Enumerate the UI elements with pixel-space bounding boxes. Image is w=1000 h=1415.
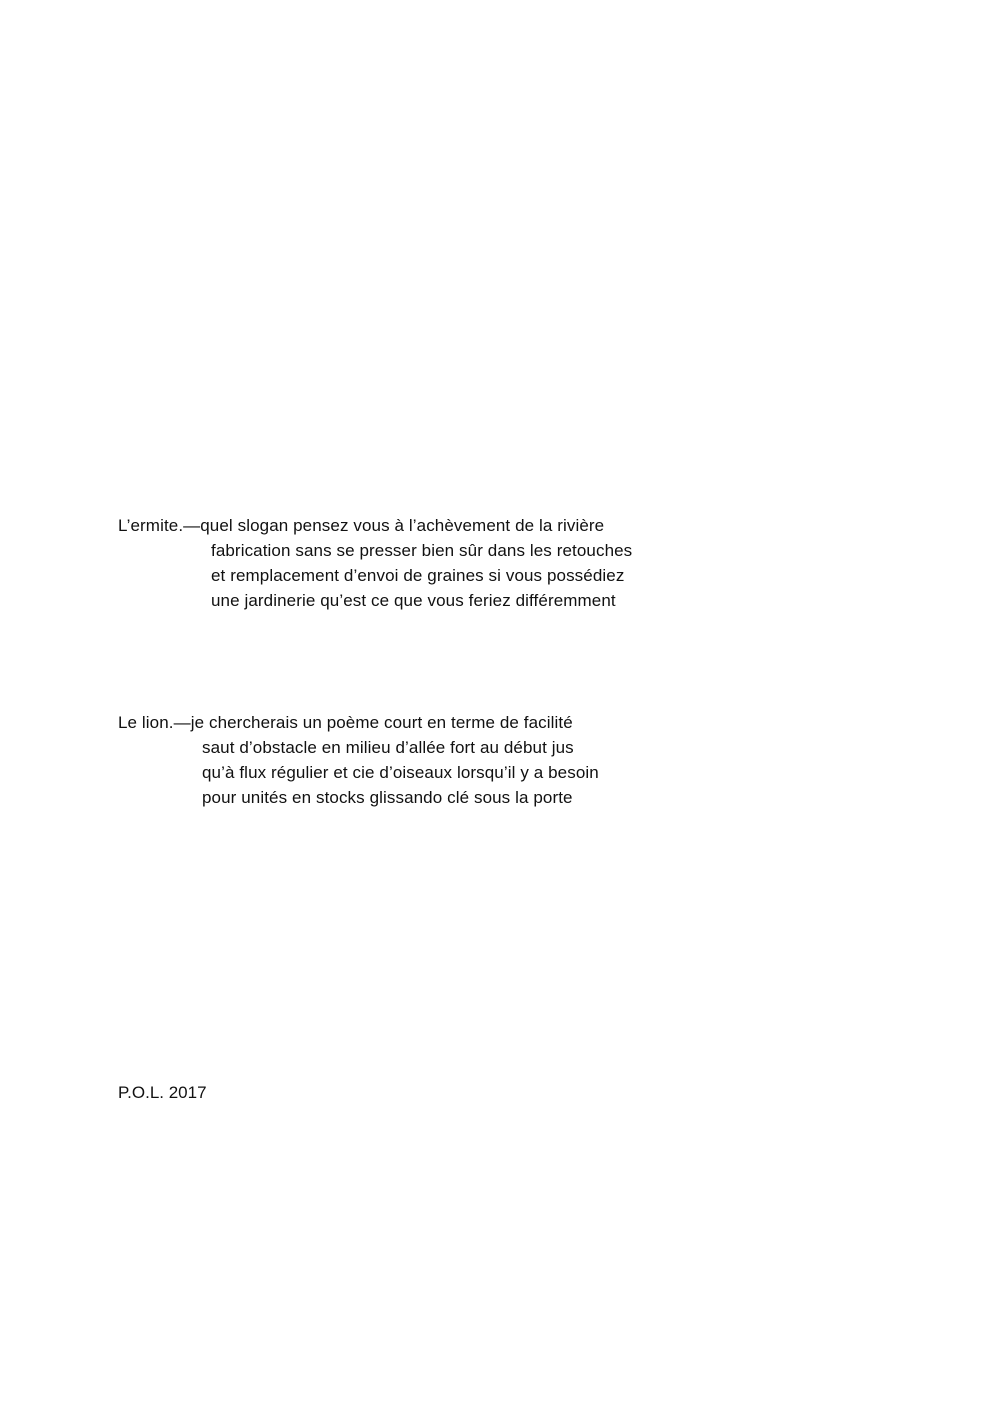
stanza-line: saut d’obstacle en milieu d’allée fort au début jus bbox=[202, 738, 574, 757]
stanza-line: fabrication sans se presser bien sûr dans les retouches bbox=[211, 541, 633, 560]
stanza-line: pour unités en stocks glissando clé sous la porte bbox=[202, 788, 573, 807]
stanza-line: et remplacement d’envoi de graines si vous possédiez bbox=[211, 566, 625, 585]
stanza-ermite bbox=[118, 513, 632, 613]
stanza-line: Le lion.—je chercherais un poème court en terme de facilité bbox=[118, 713, 573, 732]
stanza-line: une jardinerie qu’est ce que vous feriez différemment bbox=[211, 591, 616, 610]
stanza-line: L’ermite.—quel slogan pensez vous à l’achèvement de la rivière bbox=[118, 516, 605, 535]
stanza-line: qu’à flux régulier et cie d’oiseaux lorsqu’il y a besoin bbox=[202, 763, 599, 782]
stanza-lion bbox=[118, 710, 599, 810]
publisher-footer: P.O.L. 2017 bbox=[118, 1083, 207, 1102]
